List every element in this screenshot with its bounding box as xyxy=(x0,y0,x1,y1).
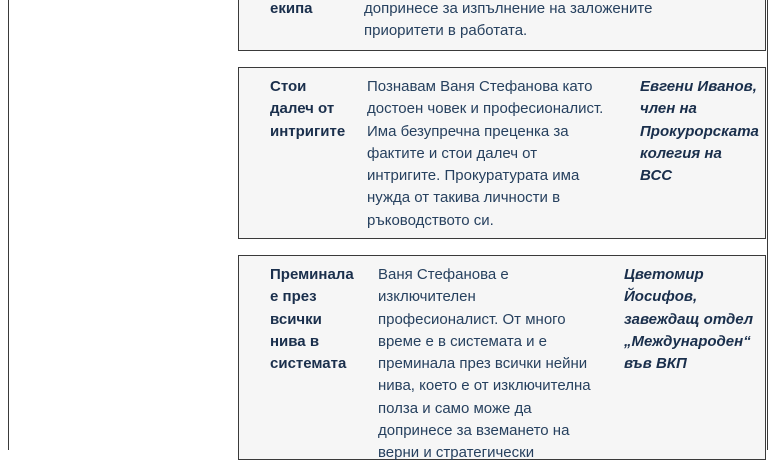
card-topic: Стои далеч от интригите xyxy=(270,78,346,140)
card-author: Евгени Иванов, член на Прокурорската колегия на ВСС xyxy=(640,78,759,185)
quote-card xyxy=(238,67,766,239)
card-quote-text: допринесе за изпълнение на заложените приоритети в работата. xyxy=(364,0,653,40)
card-quote-text: Познавам Ваня Стефанова като достоен човек и професионалист. Има безупречна преценка за фактите и стои далеч от интригите. Прокуратурата има нужда от такива личности в ръководството си. xyxy=(367,78,604,229)
quote-card xyxy=(238,255,766,460)
card-topic: Преминала е през всички нива в системата xyxy=(270,266,354,373)
card-quote-text: Ваня Стефанова е изключителен професионалист. От много време е в системата и е преминала през всички нейни нива, което е от изключителна полза и само може да допринесе за вземането на верни и стратегически xyxy=(378,266,591,462)
quote-card xyxy=(238,0,766,51)
card-author: Цветомир Йосифов, завеждащ отдел „Международен“ във ВКП xyxy=(624,266,754,373)
card-topic: екипа xyxy=(270,0,313,17)
